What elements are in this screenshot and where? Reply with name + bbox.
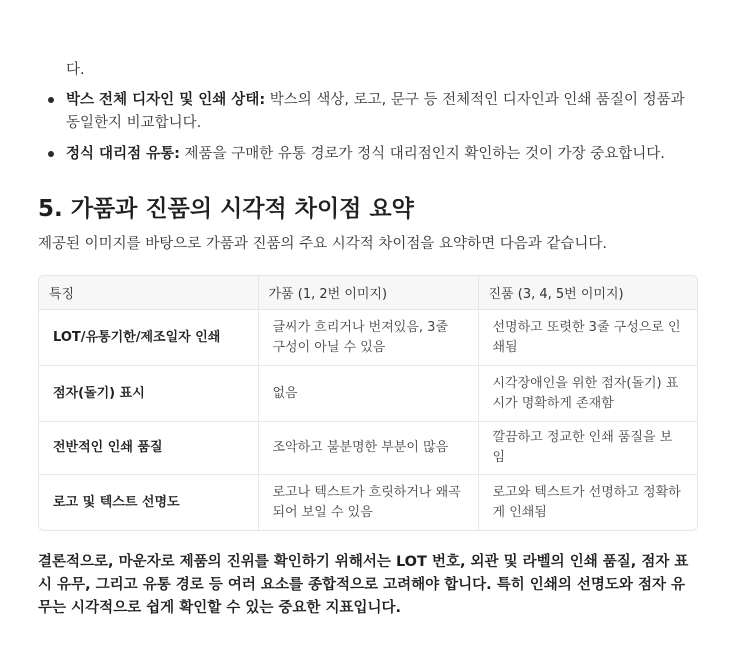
cell-feature: 점자(돌기) 표시 [39,366,258,422]
bullet-dot-icon [48,97,54,103]
section-heading: 5. 가품과 진품의 시각적 차이점 요약 [38,196,414,222]
cell-feature: 로고 및 텍스트 선명도 [39,475,258,531]
header-fake: 가품 (1, 2번 이미지) [258,276,478,310]
list-item [38,143,698,166]
section-intro: 제공된 이미지를 바탕으로 가품과 진품의 주요 시각적 차이점을 요약하면 다음과 같습니다. [38,236,607,252]
table-header-row [39,276,697,310]
cell-genuine: 선명하고 또렷한 3줄 구성으로 인쇄됨 [478,310,697,366]
cell-genuine: 로고와 텍스트가 선명하고 정확하게 인쇄됨 [492,484,681,520]
continued-text: 다. [66,62,85,78]
cell-fake: 로고나 텍스트가 흐릿하거나 왜곡되어 보일 수 있음 [258,475,478,531]
table-row [39,310,697,366]
cell-fake: 글씨가 흐리거나 번져있음, 3줄 구성이 아닐 수 있음 [258,310,478,366]
cell-feature: 전반적인 인쇄 품질 [39,422,258,475]
header-genuine: 진품 (3, 4, 5번 이미지) [478,276,697,310]
cell-fake: 조악하고 불분명한 부분이 많음 [258,422,478,475]
bullet-text: 제품을 구매한 유통 경로가 정식 대리점인지 확인하는 것이 가장 중요합니다. [179,146,665,162]
table-row [39,366,697,422]
comparison-table [38,275,698,531]
header-feature: 특징 [39,276,258,310]
bullet-dot-icon [48,151,54,157]
cell-feature: LOT/유통기한/제조일자 인쇄 [39,310,258,366]
bullet-label: 박스 전체 디자인 및 인쇄 상태: [66,92,266,108]
cell-genuine: 시각장애인을 위한 점자(돌기) 표시가 명확하게 존재함 [478,366,697,422]
bullet-list [38,89,698,174]
bullet-label: 정식 대리점 유통: [66,146,180,162]
conclusion-paragraph: 결론적으로, 마운자로 제품의 진위를 확인하기 위해서는 LOT 번호, 외관 및 라벨의 인쇄 품질, 점자 표시 유무, 그리고 유통 경로 등 여러 요소를 종합적으로 고려해야 합니다. 특히 인쇄의 선명도와 점자 유무는 시각적으로 쉽게 확인할 수 있는 중요한 지표입니다. [38,554,689,616]
bullet-text: 박스의 색상, 로고, 문구 등 전체적인 디자인과 인쇄 품질이 정품과 동일한지 비교합니다. [66,92,685,131]
table-row [39,475,697,531]
cell-genuine: 깔끔하고 정교한 인쇄 품질을 보임 [478,422,697,475]
cell-fake: 없음 [258,366,478,422]
table-row [39,422,697,475]
list-item [38,89,698,135]
